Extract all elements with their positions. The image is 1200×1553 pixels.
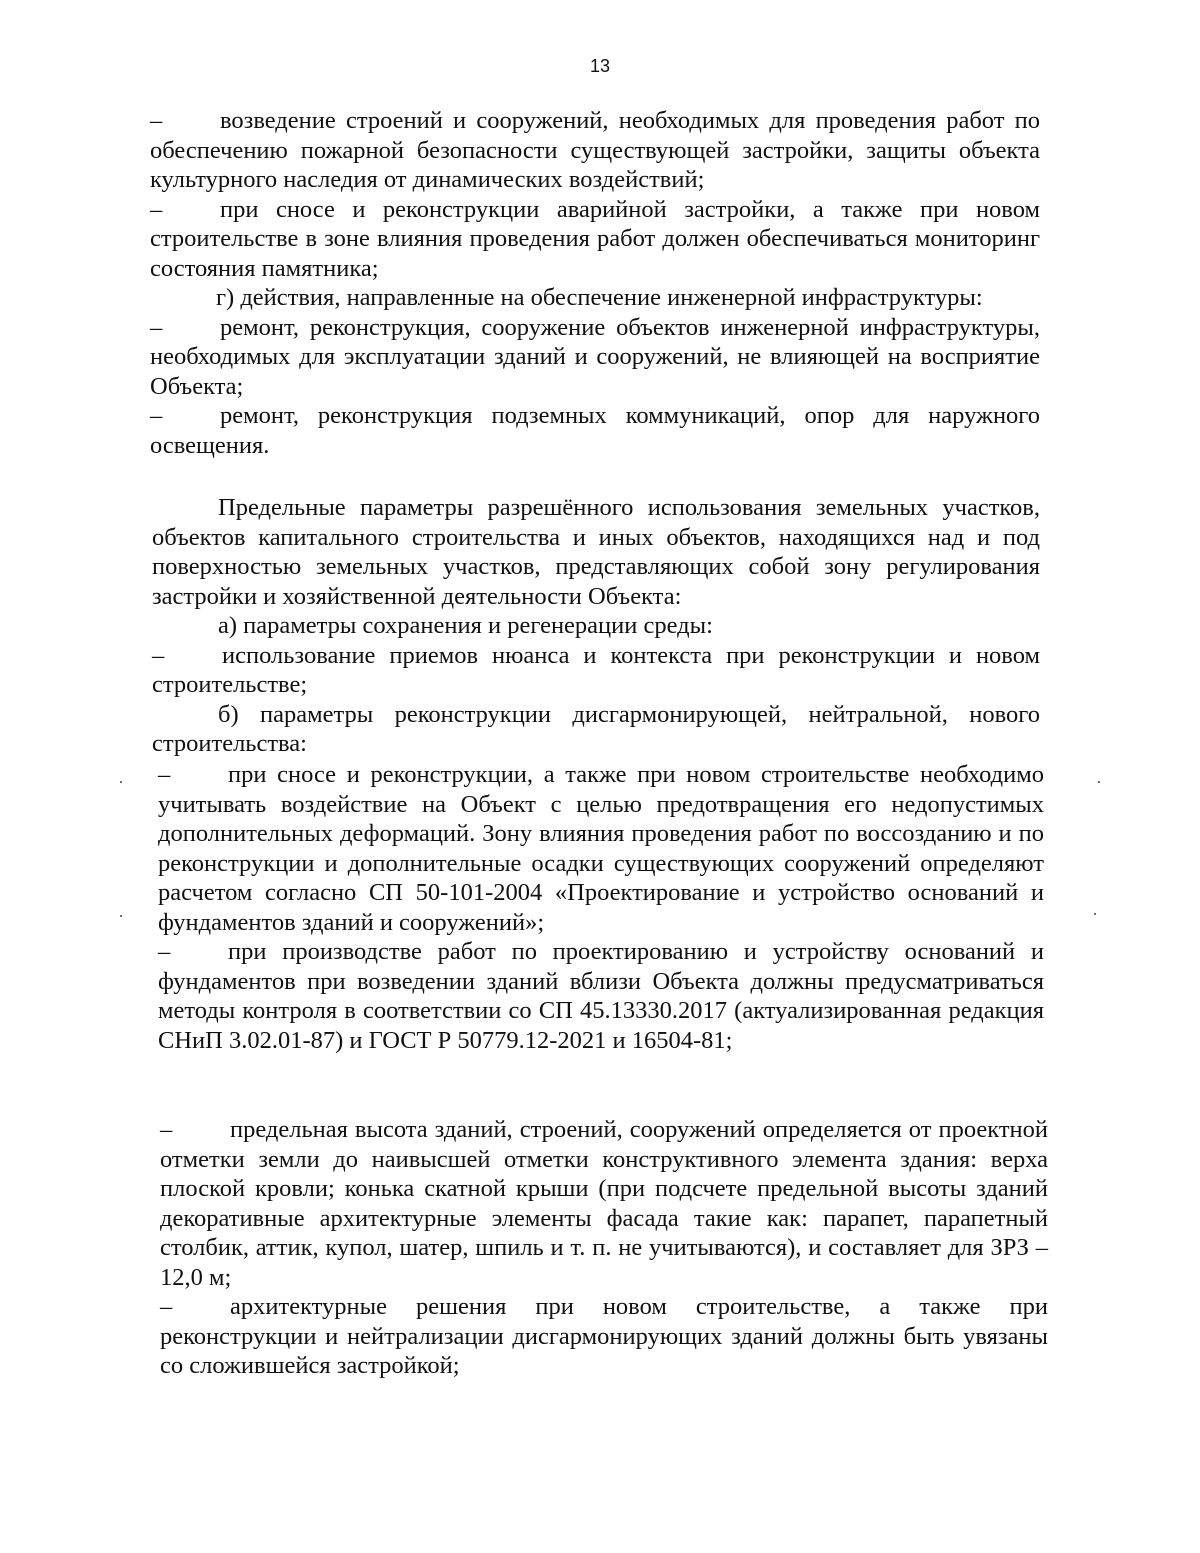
scan-speck <box>120 781 122 783</box>
dash-marker: – <box>160 1293 173 1320</box>
list-item <box>160 1115 1048 1292</box>
dash-marker: – <box>150 402 163 429</box>
section-parameters-intro <box>152 493 1040 759</box>
list-item <box>150 195 1040 284</box>
list-item <box>158 760 1044 937</box>
list-item <box>158 937 1044 1055</box>
list-item-text: при производстве работ по проектированию и устройству оснований и фундаментов при возведении зданий вблизи Объекта должны предусматриваться методы контроля в соответствии со СП 45.13330.2017 (актуализированная редакция СНиП 3.02.01-87) и ГОСТ Р 50779.12-2021 и 16504-81; <box>158 938 1044 1054</box>
dash-marker: – <box>150 313 163 341</box>
page-number: 13 <box>589 56 611 76</box>
dash-marker: – <box>158 938 171 965</box>
list-item-text: ремонт, реконструкция подземных коммуникаций, опор для наружного освещения. <box>150 402 1040 459</box>
list-item-text: при сносе и реконструкции аварийной застройки, а также при новом строительстве в зоне влияния проведения работ должен обеспечиваться мониторинг состояния памятника; <box>150 195 1040 282</box>
dash-marker: – <box>158 761 171 788</box>
scan-speck <box>120 915 122 917</box>
dash-marker: – <box>150 195 163 223</box>
list-item <box>150 313 1040 402</box>
list-item-text: ремонт, реконструкция, сооружение объектов инженерной инфраструктуры, необходимых для эксплуатации зданий и сооружений, не влияющей на восприятие Объекта; <box>150 313 1040 400</box>
list-item-text: при сносе и реконструкции, а также при новом строительстве необходимо учитывать воздействие на Объект с целью предотвращения его недопустимых дополнительных деформаций. Зону влияния проведения работ по воссозданию и по реконструкции и дополнительные осадки существующих сооружений определяют расчетом согласно СП 50-101-2004 «Проектирование и устройство оснований и фундаментов зданий и сооружений»; <box>158 761 1044 936</box>
subheading-g: г) действия, направленные на обеспечение инженерной инфраструктуры: <box>216 284 983 311</box>
list-item-text: предельная высота зданий, строений, сооружений определяется от проектной отметки земли до наивысшей отметки конструктивного элемента здания: верха плоской кровли; конька скатной крыши (при подсчете предельной высоты зданий декоративные архитектурные элементы фасада такие как: парапет, парапетный столбик, аттик, купол, шатер, шпиль и т. п. не учитываются), и составляет для ЗРЗ – 12,0 м; <box>160 1116 1048 1291</box>
scan-speck <box>1094 913 1096 915</box>
list-item <box>150 401 1040 460</box>
list-item-text: использование приемов нюанса и контекста при реконструкции и новом строительстве; <box>152 641 1040 698</box>
subheading-a: а) параметры сохранения и регенерации среды: <box>218 612 713 639</box>
subheading-b: б) параметры реконструкции дисгармонирующей, нейтральной, нового строительства: <box>152 700 1040 757</box>
dash-marker: – <box>152 641 165 669</box>
section-height-and-architecture <box>160 1115 1048 1381</box>
dash-marker: – <box>150 107 163 134</box>
list-item-text: возведение строений и сооружений, необходимых для проведения работ по обеспечению пожарной безопасности существующей застройки, защиты объекта культурного наследия от динамических воздействий; <box>150 107 1040 193</box>
intro-paragraph: Предельные параметры разрешённого использования земельных участков, объектов капитального строительства и иных объектов, находящихся над и под поверхностью земельных участков, представляющих собой зону регулирования застройки и хозяйственной деятельности Объекта: <box>152 494 1040 610</box>
list-item-text: архитектурные решения при новом строительстве, а также при реконструкции и нейтрализации дисгармонирующих зданий должны быть увязаны со сложившейся застройкой; <box>160 1293 1048 1379</box>
list-item <box>150 106 1040 195</box>
section-reconstruction-params <box>158 760 1044 1055</box>
scan-speck <box>1098 781 1100 783</box>
dash-marker: – <box>160 1116 173 1143</box>
list-item <box>152 641 1040 700</box>
section-works-and-infrastructure <box>150 106 1040 460</box>
list-item <box>160 1292 1048 1381</box>
